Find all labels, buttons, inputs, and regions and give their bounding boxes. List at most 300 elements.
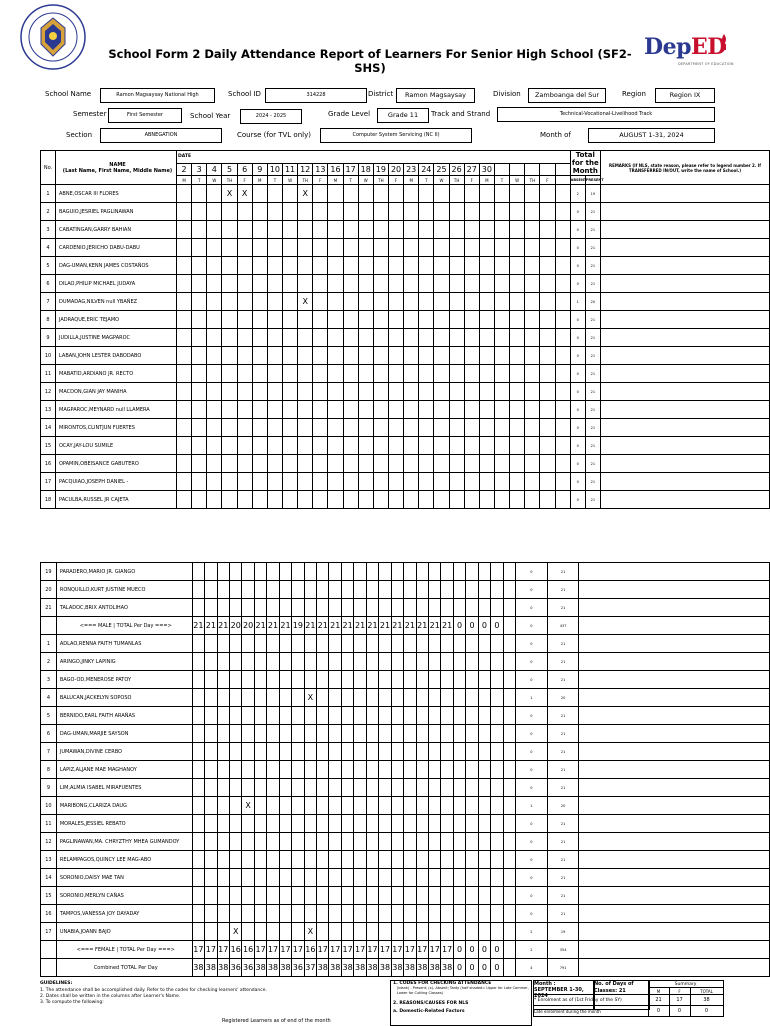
attendance-cell[interactable] <box>555 239 570 257</box>
attendance-cell[interactable] <box>379 905 391 923</box>
attendance-cell[interactable] <box>404 473 419 491</box>
attendance-cell[interactable] <box>391 833 403 851</box>
attendance-cell[interactable] <box>313 365 328 383</box>
attendance-cell[interactable] <box>317 653 329 671</box>
attendance-cell[interactable] <box>304 653 316 671</box>
attendance-cell[interactable] <box>343 473 358 491</box>
attendance-cell[interactable] <box>313 419 328 437</box>
attendance-cell[interactable] <box>391 797 403 815</box>
attendance-cell[interactable] <box>510 365 525 383</box>
attendance-cell[interactable] <box>298 347 313 365</box>
attendance-cell[interactable] <box>267 455 282 473</box>
school-id-field[interactable]: 314228 <box>265 88 367 103</box>
attendance-cell[interactable] <box>494 437 509 455</box>
attendance-cell[interactable] <box>207 347 222 365</box>
attendance-cell[interactable] <box>491 833 503 851</box>
attendance-cell[interactable] <box>494 347 509 365</box>
attendance-cell[interactable] <box>441 743 453 761</box>
attendance-cell[interactable] <box>366 653 378 671</box>
attendance-cell[interactable] <box>267 221 282 239</box>
attendance-cell[interactable] <box>298 275 313 293</box>
attendance-cell[interactable] <box>358 347 373 365</box>
attendance-cell[interactable] <box>192 905 204 923</box>
attendance-cell[interactable] <box>282 293 297 311</box>
attendance-cell[interactable] <box>317 689 329 707</box>
attendance-cell[interactable] <box>254 761 266 779</box>
attendance-cell[interactable] <box>267 329 282 347</box>
attendance-cell[interactable] <box>464 293 479 311</box>
attendance-cell[interactable] <box>453 779 465 797</box>
attendance-cell[interactable] <box>237 473 252 491</box>
attendance-cell[interactable] <box>434 347 449 365</box>
attendance-cell[interactable]: X <box>237 185 252 203</box>
attendance-cell[interactable] <box>525 221 540 239</box>
attendance-cell[interactable] <box>304 905 316 923</box>
learner-remarks[interactable] <box>579 671 770 689</box>
attendance-cell[interactable] <box>254 653 266 671</box>
attendance-cell[interactable] <box>540 401 555 419</box>
attendance-cell[interactable] <box>416 905 428 923</box>
attendance-cell[interactable] <box>207 365 222 383</box>
attendance-cell[interactable] <box>391 761 403 779</box>
attendance-cell[interactable] <box>404 905 416 923</box>
attendance-cell[interactable] <box>329 869 341 887</box>
attendance-cell[interactable] <box>205 707 217 725</box>
attendance-cell[interactable] <box>416 725 428 743</box>
attendance-cell[interactable] <box>555 455 570 473</box>
attendance-cell[interactable] <box>354 707 366 725</box>
attendance-cell[interactable] <box>491 725 503 743</box>
attendance-cell[interactable] <box>222 239 237 257</box>
attendance-cell[interactable] <box>328 293 343 311</box>
attendance-cell[interactable] <box>449 419 464 437</box>
attendance-cell[interactable] <box>464 473 479 491</box>
attendance-cell[interactable] <box>329 581 341 599</box>
attendance-cell[interactable] <box>494 329 509 347</box>
attendance-cell[interactable] <box>328 383 343 401</box>
attendance-cell[interactable] <box>229 779 241 797</box>
attendance-cell[interactable] <box>192 653 204 671</box>
attendance-cell[interactable] <box>379 743 391 761</box>
attendance-cell[interactable] <box>478 779 490 797</box>
attendance-cell[interactable] <box>358 275 373 293</box>
attendance-cell[interactable] <box>441 563 453 581</box>
attendance-cell[interactable] <box>391 743 403 761</box>
attendance-cell[interactable]: X <box>222 185 237 203</box>
attendance-cell[interactable] <box>366 635 378 653</box>
attendance-cell[interactable] <box>358 437 373 455</box>
attendance-cell[interactable] <box>317 869 329 887</box>
attendance-cell[interactable] <box>354 581 366 599</box>
attendance-cell[interactable] <box>555 311 570 329</box>
attendance-cell[interactable] <box>229 599 241 617</box>
attendance-cell[interactable] <box>242 923 254 941</box>
attendance-cell[interactable] <box>282 257 297 275</box>
attendance-cell[interactable] <box>267 401 282 419</box>
attendance-cell[interactable] <box>292 635 304 653</box>
attendance-cell[interactable]: X <box>229 923 241 941</box>
attendance-cell[interactable] <box>466 671 478 689</box>
attendance-cell[interactable] <box>453 797 465 815</box>
attendance-cell[interactable] <box>434 383 449 401</box>
attendance-cell[interactable] <box>222 401 237 419</box>
attendance-cell[interactable] <box>404 329 419 347</box>
attendance-cell[interactable] <box>503 905 515 923</box>
attendance-cell[interactable] <box>267 797 279 815</box>
learner-remarks[interactable] <box>579 743 770 761</box>
attendance-cell[interactable] <box>449 221 464 239</box>
attendance-cell[interactable] <box>177 257 192 275</box>
attendance-cell[interactable] <box>503 779 515 797</box>
attendance-cell[interactable] <box>391 689 403 707</box>
attendance-cell[interactable] <box>366 869 378 887</box>
attendance-cell[interactable] <box>464 401 479 419</box>
attendance-cell[interactable] <box>525 383 540 401</box>
attendance-cell[interactable] <box>510 347 525 365</box>
attendance-cell[interactable] <box>317 923 329 941</box>
attendance-cell[interactable] <box>388 455 403 473</box>
learner-remarks[interactable] <box>601 275 770 293</box>
attendance-cell[interactable] <box>373 455 388 473</box>
attendance-cell[interactable] <box>254 905 266 923</box>
attendance-cell[interactable] <box>466 725 478 743</box>
attendance-cell[interactable] <box>555 401 570 419</box>
attendance-cell[interactable] <box>453 599 465 617</box>
attendance-cell[interactable] <box>428 833 440 851</box>
attendance-cell[interactable] <box>252 347 267 365</box>
attendance-cell[interactable] <box>540 437 555 455</box>
attendance-cell[interactable] <box>354 851 366 869</box>
attendance-cell[interactable] <box>343 239 358 257</box>
attendance-cell[interactable] <box>404 635 416 653</box>
attendance-cell[interactable] <box>373 401 388 419</box>
attendance-cell[interactable] <box>267 491 282 509</box>
attendance-cell[interactable] <box>358 383 373 401</box>
attendance-cell[interactable] <box>555 185 570 203</box>
attendance-cell[interactable] <box>267 707 279 725</box>
attendance-cell[interactable] <box>177 347 192 365</box>
attendance-cell[interactable] <box>464 329 479 347</box>
attendance-cell[interactable] <box>449 203 464 221</box>
attendance-cell[interactable] <box>391 887 403 905</box>
attendance-cell[interactable] <box>205 923 217 941</box>
attendance-cell[interactable] <box>555 257 570 275</box>
attendance-cell[interactable] <box>205 689 217 707</box>
attendance-cell[interactable] <box>358 257 373 275</box>
attendance-cell[interactable] <box>313 455 328 473</box>
attendance-cell[interactable] <box>510 329 525 347</box>
attendance-cell[interactable] <box>419 419 434 437</box>
attendance-cell[interactable] <box>254 743 266 761</box>
attendance-cell[interactable] <box>267 653 279 671</box>
attendance-cell[interactable] <box>292 779 304 797</box>
attendance-cell[interactable] <box>453 671 465 689</box>
attendance-cell[interactable] <box>358 293 373 311</box>
learner-remarks[interactable] <box>579 887 770 905</box>
attendance-cell[interactable] <box>404 671 416 689</box>
attendance-cell[interactable] <box>453 653 465 671</box>
attendance-cell[interactable] <box>237 491 252 509</box>
attendance-cell[interactable] <box>478 689 490 707</box>
attendance-cell[interactable] <box>205 653 217 671</box>
attendance-cell[interactable] <box>453 869 465 887</box>
attendance-cell[interactable] <box>503 743 515 761</box>
attendance-cell[interactable] <box>282 239 297 257</box>
attendance-cell[interactable] <box>479 257 494 275</box>
attendance-cell[interactable] <box>192 599 204 617</box>
attendance-cell[interactable] <box>354 761 366 779</box>
attendance-cell[interactable] <box>428 779 440 797</box>
attendance-cell[interactable] <box>404 707 416 725</box>
attendance-cell[interactable] <box>404 437 419 455</box>
attendance-cell[interactable] <box>366 761 378 779</box>
attendance-cell[interactable] <box>373 491 388 509</box>
school-name-field[interactable]: Ramon Magsaysay National High <box>100 88 215 103</box>
attendance-cell[interactable] <box>555 203 570 221</box>
attendance-cell[interactable] <box>428 815 440 833</box>
attendance-cell[interactable] <box>416 653 428 671</box>
attendance-cell[interactable] <box>282 491 297 509</box>
attendance-cell[interactable] <box>282 203 297 221</box>
attendance-cell[interactable] <box>453 761 465 779</box>
attendance-cell[interactable] <box>217 671 229 689</box>
attendance-cell[interactable] <box>419 239 434 257</box>
attendance-cell[interactable] <box>292 761 304 779</box>
attendance-cell[interactable] <box>329 905 341 923</box>
attendance-cell[interactable] <box>379 599 391 617</box>
attendance-cell[interactable] <box>434 491 449 509</box>
track-field[interactable]: Technical-Vocational-Livelihood Track <box>497 107 715 122</box>
attendance-cell[interactable] <box>503 833 515 851</box>
attendance-cell[interactable] <box>366 725 378 743</box>
attendance-cell[interactable] <box>540 419 555 437</box>
attendance-cell[interactable] <box>404 257 419 275</box>
attendance-cell[interactable] <box>366 779 378 797</box>
attendance-cell[interactable] <box>354 923 366 941</box>
attendance-cell[interactable] <box>192 221 207 239</box>
attendance-cell[interactable] <box>292 905 304 923</box>
attendance-cell[interactable] <box>222 473 237 491</box>
attendance-cell[interactable] <box>404 419 419 437</box>
attendance-cell[interactable] <box>242 869 254 887</box>
attendance-cell[interactable] <box>373 239 388 257</box>
attendance-cell[interactable] <box>453 635 465 653</box>
attendance-cell[interactable] <box>416 581 428 599</box>
attendance-cell[interactable] <box>329 797 341 815</box>
attendance-cell[interactable] <box>419 185 434 203</box>
attendance-cell[interactable] <box>366 815 378 833</box>
attendance-cell[interactable] <box>343 293 358 311</box>
attendance-cell[interactable] <box>292 599 304 617</box>
attendance-cell[interactable] <box>317 905 329 923</box>
attendance-cell[interactable] <box>304 869 316 887</box>
attendance-cell[interactable] <box>416 923 428 941</box>
attendance-cell[interactable] <box>354 653 366 671</box>
attendance-cell[interactable] <box>510 203 525 221</box>
attendance-cell[interactable] <box>222 203 237 221</box>
attendance-cell[interactable] <box>217 923 229 941</box>
attendance-cell[interactable] <box>491 671 503 689</box>
attendance-cell[interactable] <box>217 797 229 815</box>
attendance-cell[interactable] <box>358 491 373 509</box>
attendance-cell[interactable] <box>229 743 241 761</box>
learner-remarks[interactable] <box>601 437 770 455</box>
attendance-cell[interactable] <box>478 797 490 815</box>
attendance-cell[interactable] <box>298 329 313 347</box>
attendance-cell[interactable] <box>434 239 449 257</box>
attendance-cell[interactable] <box>466 905 478 923</box>
attendance-cell[interactable] <box>366 797 378 815</box>
attendance-cell[interactable] <box>192 671 204 689</box>
attendance-cell[interactable] <box>419 455 434 473</box>
attendance-cell[interactable] <box>254 833 266 851</box>
attendance-cell[interactable] <box>298 455 313 473</box>
attendance-cell[interactable] <box>229 851 241 869</box>
attendance-cell[interactable] <box>304 743 316 761</box>
attendance-cell[interactable] <box>192 311 207 329</box>
attendance-cell[interactable] <box>313 185 328 203</box>
attendance-cell[interactable] <box>555 329 570 347</box>
attendance-cell[interactable] <box>479 221 494 239</box>
attendance-cell[interactable] <box>192 797 204 815</box>
attendance-cell[interactable] <box>503 797 515 815</box>
attendance-cell[interactable] <box>328 257 343 275</box>
learner-remarks[interactable] <box>601 203 770 221</box>
attendance-cell[interactable]: X <box>304 923 316 941</box>
attendance-cell[interactable] <box>416 833 428 851</box>
course-field[interactable]: Computer System Servicing (NC II) <box>320 128 472 143</box>
attendance-cell[interactable] <box>279 851 291 869</box>
attendance-cell[interactable] <box>217 689 229 707</box>
attendance-cell[interactable] <box>267 833 279 851</box>
attendance-cell[interactable] <box>192 293 207 311</box>
attendance-cell[interactable] <box>354 563 366 581</box>
attendance-cell[interactable] <box>464 347 479 365</box>
learner-remarks[interactable] <box>579 707 770 725</box>
learner-remarks[interactable] <box>601 383 770 401</box>
learner-remarks[interactable] <box>579 869 770 887</box>
attendance-cell[interactable] <box>354 869 366 887</box>
attendance-cell[interactable] <box>267 581 279 599</box>
attendance-cell[interactable] <box>237 221 252 239</box>
attendance-cell[interactable] <box>391 725 403 743</box>
attendance-cell[interactable] <box>510 239 525 257</box>
attendance-cell[interactable] <box>343 329 358 347</box>
attendance-cell[interactable] <box>379 833 391 851</box>
attendance-cell[interactable] <box>328 221 343 239</box>
attendance-cell[interactable] <box>205 797 217 815</box>
attendance-cell[interactable] <box>217 815 229 833</box>
attendance-cell[interactable] <box>404 653 416 671</box>
attendance-cell[interactable] <box>229 581 241 599</box>
attendance-cell[interactable] <box>207 239 222 257</box>
attendance-cell[interactable] <box>254 563 266 581</box>
attendance-cell[interactable] <box>267 725 279 743</box>
attendance-cell[interactable] <box>279 707 291 725</box>
attendance-cell[interactable] <box>441 833 453 851</box>
attendance-cell[interactable] <box>388 419 403 437</box>
attendance-cell[interactable] <box>503 869 515 887</box>
attendance-cell[interactable] <box>391 851 403 869</box>
attendance-cell[interactable] <box>404 347 419 365</box>
attendance-cell[interactable] <box>404 599 416 617</box>
attendance-cell[interactable] <box>503 689 515 707</box>
attendance-cell[interactable] <box>416 743 428 761</box>
attendance-cell[interactable] <box>494 401 509 419</box>
attendance-cell[interactable] <box>298 221 313 239</box>
attendance-cell[interactable] <box>478 833 490 851</box>
attendance-cell[interactable] <box>292 743 304 761</box>
attendance-cell[interactable] <box>373 221 388 239</box>
attendance-cell[interactable] <box>416 761 428 779</box>
attendance-cell[interactable] <box>358 401 373 419</box>
attendance-cell[interactable] <box>252 437 267 455</box>
attendance-cell[interactable] <box>525 419 540 437</box>
attendance-cell[interactable] <box>555 293 570 311</box>
attendance-cell[interactable] <box>329 671 341 689</box>
attendance-cell[interactable] <box>491 599 503 617</box>
attendance-cell[interactable] <box>254 851 266 869</box>
attendance-cell[interactable] <box>242 707 254 725</box>
attendance-cell[interactable] <box>341 779 353 797</box>
attendance-cell[interactable] <box>494 203 509 221</box>
attendance-cell[interactable] <box>177 437 192 455</box>
attendance-cell[interactable] <box>177 293 192 311</box>
learner-remarks[interactable] <box>579 635 770 653</box>
attendance-cell[interactable] <box>358 419 373 437</box>
attendance-cell[interactable] <box>479 347 494 365</box>
attendance-cell[interactable] <box>540 311 555 329</box>
attendance-cell[interactable] <box>388 401 403 419</box>
attendance-cell[interactable] <box>242 887 254 905</box>
attendance-cell[interactable] <box>282 365 297 383</box>
learner-remarks[interactable] <box>601 365 770 383</box>
attendance-cell[interactable] <box>242 653 254 671</box>
attendance-cell[interactable] <box>478 869 490 887</box>
attendance-cell[interactable] <box>217 851 229 869</box>
district-field[interactable]: Ramon Magsaysay <box>396 88 475 103</box>
attendance-cell[interactable] <box>434 365 449 383</box>
attendance-cell[interactable] <box>453 689 465 707</box>
attendance-cell[interactable] <box>217 869 229 887</box>
learner-remarks[interactable] <box>579 815 770 833</box>
attendance-cell[interactable] <box>416 563 428 581</box>
attendance-cell[interactable] <box>404 797 416 815</box>
attendance-cell[interactable] <box>329 833 341 851</box>
attendance-cell[interactable] <box>354 671 366 689</box>
attendance-cell[interactable] <box>242 635 254 653</box>
learner-remarks[interactable] <box>601 455 770 473</box>
attendance-cell[interactable] <box>313 473 328 491</box>
attendance-cell[interactable] <box>279 635 291 653</box>
attendance-cell[interactable]: X <box>242 797 254 815</box>
attendance-cell[interactable] <box>242 689 254 707</box>
attendance-cell[interactable] <box>540 185 555 203</box>
learner-remarks[interactable] <box>579 761 770 779</box>
attendance-cell[interactable] <box>416 797 428 815</box>
attendance-cell[interactable] <box>391 581 403 599</box>
attendance-cell[interactable] <box>267 815 279 833</box>
attendance-cell[interactable] <box>441 815 453 833</box>
attendance-cell[interactable] <box>428 725 440 743</box>
attendance-cell[interactable] <box>391 635 403 653</box>
attendance-cell[interactable] <box>379 635 391 653</box>
attendance-cell[interactable] <box>313 401 328 419</box>
attendance-cell[interactable] <box>479 401 494 419</box>
attendance-cell[interactable] <box>177 221 192 239</box>
attendance-cell[interactable] <box>177 383 192 401</box>
attendance-cell[interactable] <box>205 761 217 779</box>
